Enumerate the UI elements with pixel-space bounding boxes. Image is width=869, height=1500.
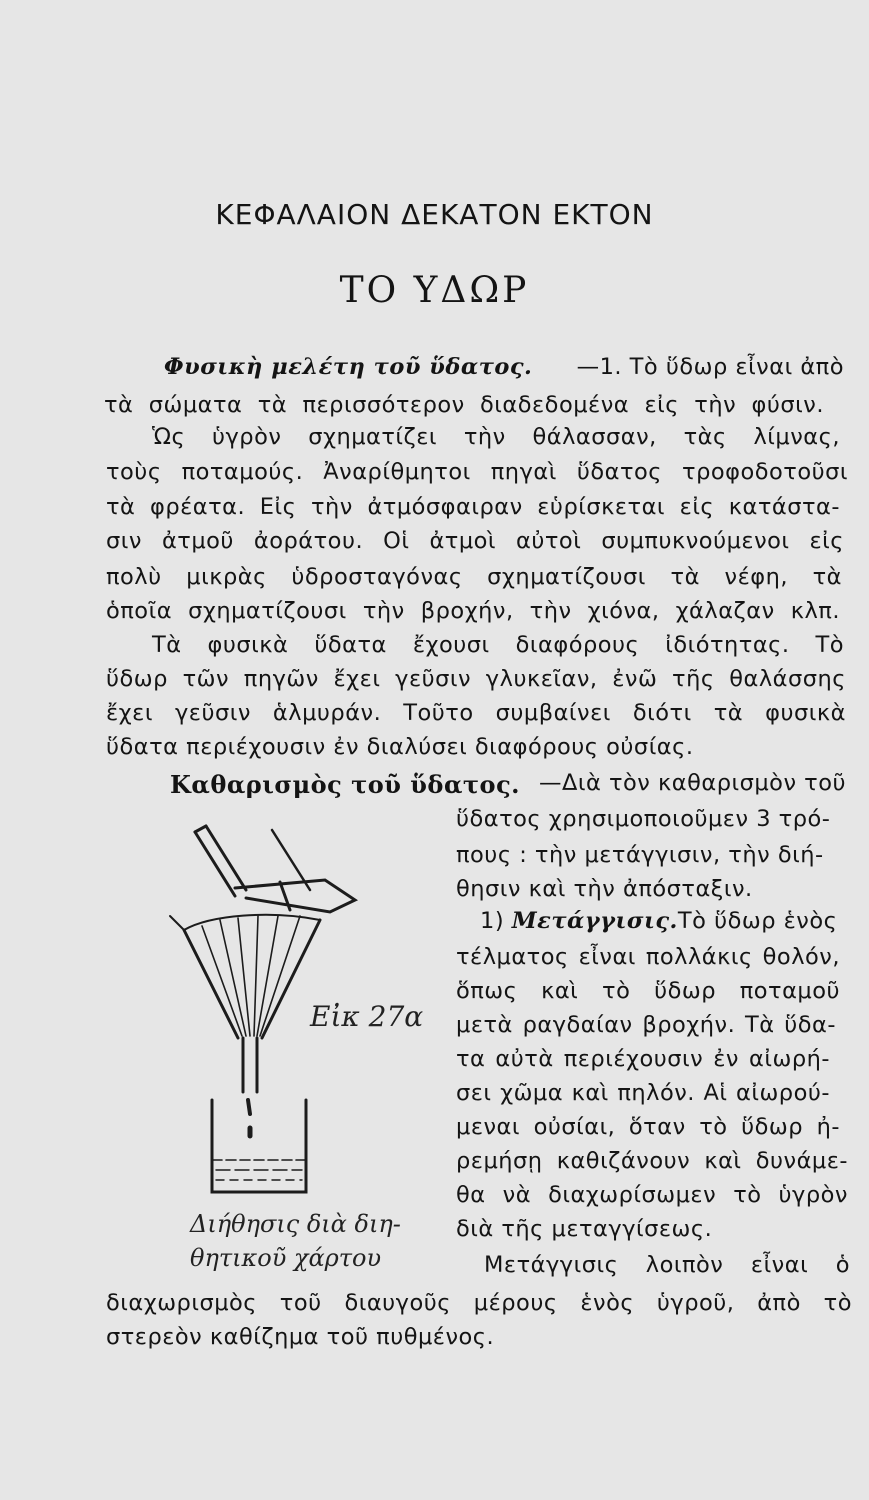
figure-caption-line1: Διήθησις διὰ διη- [190, 1210, 401, 1238]
section2-first-line [170, 770, 846, 799]
section2-right-line-0: ὕδατος χρησιμοποιοῦμεν 3 τρό- [456, 806, 831, 832]
figure-caption-line2: θητικοῦ χάρτου [190, 1244, 382, 1272]
beaker-icon [212, 1100, 306, 1192]
section1-line-5: σιν ἀτμοῦ ἀοράτου. Οἱ ἀτμοὶ αὐτοὶ συμπυκνούμενοι εἰς [106, 528, 844, 554]
section1-line-9: ὕδωρ τῶν πηγῶν ἔχει γεῦσιν γλυκεῖαν, ἐνῶ τῆς θαλάσσης [106, 666, 846, 692]
section2-right-line-1: πους : τὴν μετάγγισιν, τὴν διή- [456, 842, 824, 868]
final-line-2: στερεὸν καθίζημα τοῦ πυθμένος. [106, 1324, 495, 1350]
section1-line-0: —1. Τὸ ὕδωρ εἶναι ἀπὸ [576, 354, 844, 380]
funnel-icon [184, 930, 238, 1038]
section1-line-3: τοὺς ποταμούς. Ἀναρίθμητοι πηγαὶ ὕδατος τροφοδοτοῦσι [106, 459, 848, 485]
page-title: ΤΟ ΥΔΩΡ [339, 270, 530, 311]
section1-line-7: ὁποῖα σχηματίζουσι τὴν βροχήν, τὴν χιόνα, χάλαζαν κλπ. [106, 598, 840, 624]
subsection-line-4: σει χῶμα καὶ πηλόν. Αἱ αἰωρού- [456, 1080, 830, 1106]
section1-line-1: τὰ σώματα τὰ περισσότερον διαδεδομένα εἰς τὴν φύσιν. [104, 392, 824, 418]
subsection-line-1: ὅπως καὶ τὸ ὕδωρ ποταμοῦ [456, 978, 840, 1004]
subsection-rest: Τὸ ὕδωρ ἑνὸς [677, 908, 838, 934]
subsection-line-8: διὰ τῆς μεταγγίσεως. [456, 1216, 713, 1242]
final-line-1: διαχωρισμὸς τοῦ διαυγοῦς μέρους ἑνὸς ὑγροῦ, ἀπὸ τὸ [106, 1290, 852, 1316]
subsection-line-5: μεναι οὐσίαι, ὅταν τὸ ὕδωρ ἠ- [456, 1114, 840, 1140]
subsection-line-0: τέλματος εἶναι πολλάκις θολόν, [456, 944, 840, 970]
subsection-line-6: ρεμήσῃ καθιζάνουν καὶ δυνάμε- [456, 1148, 848, 1174]
section1-line-10: ἔχει γεῦσιν ἁλμυράν. Τοῦτο συμβαίνει διότι τὰ φυσικὰ [106, 700, 846, 726]
section2-heading: Καθαρισμὸς τοῦ ὕδατος. [170, 770, 521, 799]
section1-heading: Φυσικὴ μελέτη τοῦ ὕδατος. [164, 354, 533, 380]
subsection-heading: Μετάγγισις. [511, 908, 678, 934]
section1-line-6: πολὺ μικρὰς ὑδροσταγόνας σχηματίζουσι τὰ νέφη, τὰ [106, 564, 842, 590]
chapter-heading: ΚΕΦΑΛΑΙΟΝ ΔΕΚΑΤΟΝ ΕΚΤΟΝ [215, 198, 654, 231]
section1-line-2: Ὡς ὑγρὸν σχηματίζει τὴν θάλασσαν, τὰς λίμνας, [152, 424, 840, 450]
subsection-first-line [480, 908, 836, 934]
section1-line-8: Τὰ φυσικὰ ὕδατα ἔχουσι διαφόρους ἰδιότητας. Τὸ [152, 632, 844, 658]
subsection-line-7: θα νὰ διαχωρίσωμεν τὸ ὑγρὸν [456, 1182, 848, 1208]
section1-first-line [164, 354, 844, 380]
section2-right-line-2: θησιν καὶ τὴν ἀπόσταξιν. [456, 876, 753, 902]
subsection-line-3: τα αὐτὰ περιέχουσιν ἐν αἰωρή- [456, 1046, 830, 1072]
subsection-line-2: μετὰ ραγδαίαν βροχήν. Τὰ ὕδα- [456, 1012, 836, 1038]
subsection-number: 1) [480, 908, 505, 934]
section2-heading-rest: —Διὰ τὸν καθαρισμὸν τοῦ [539, 770, 846, 796]
figure-label: Εἰκ 27α [310, 1000, 424, 1033]
section1-line-11: ὕδατα περιέχουσιν ἐν διαλύσει διαφόρους οὐσίας. [106, 734, 694, 760]
final-line-0: Μετάγγισις λοιπὸν εἶναι ὁ [484, 1252, 850, 1278]
section1-line-4: τὰ φρέατα. Εἰς τὴν ἀτμόσφαιραν εὑρίσκεται εἰς κατάστα- [106, 494, 840, 520]
